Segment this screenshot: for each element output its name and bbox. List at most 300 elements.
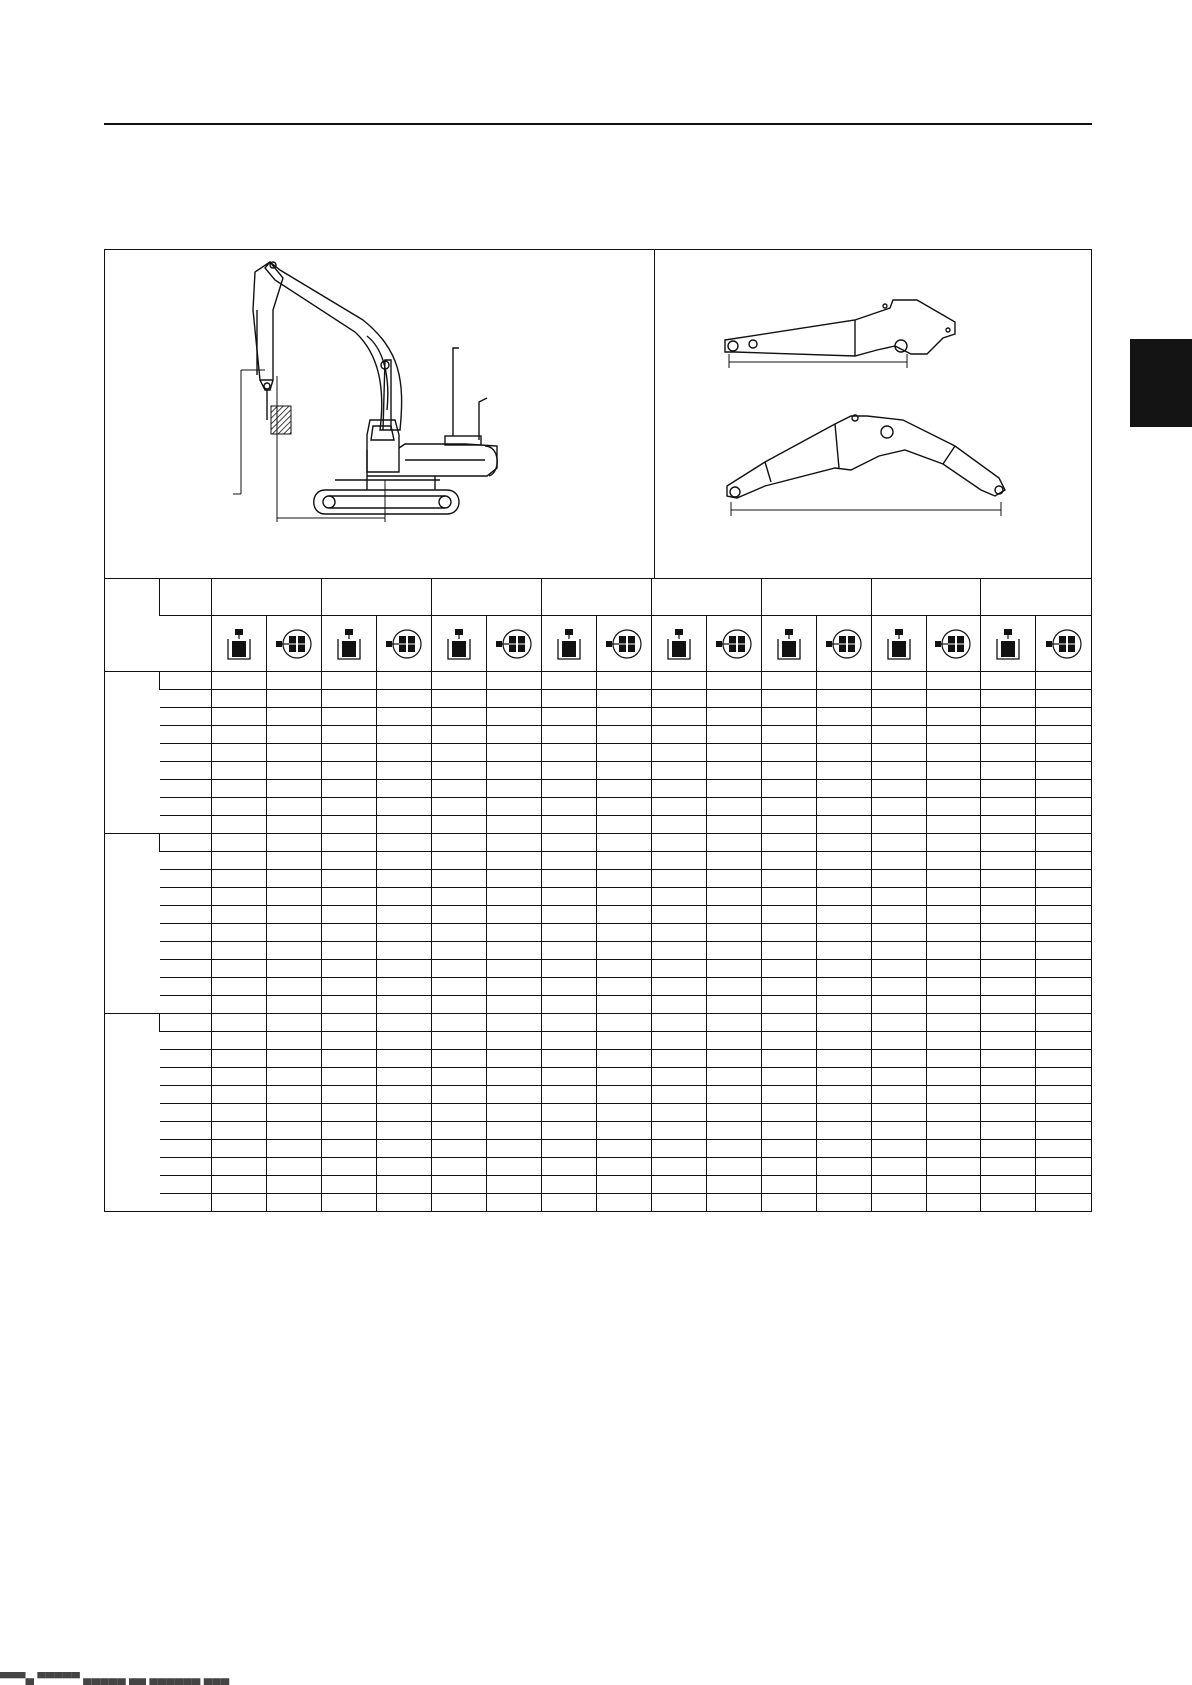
capacity-cell [651,780,706,798]
capacity-cell [486,978,541,996]
capacity-cell [212,690,267,708]
table-row [105,1086,1091,1104]
capacity-cell [596,708,651,726]
capacity-cell [706,852,761,870]
capacity-cell [377,690,432,708]
capacity-cell [871,1176,926,1194]
capacity-cell [981,1194,1036,1212]
capacity-cell [651,996,706,1014]
capacity-cell [871,834,926,852]
capacity-cell [322,1140,377,1158]
capacity-cell [212,1158,267,1176]
capacity-cell [871,1140,926,1158]
capacity-cell [377,1104,432,1122]
row-header-corner [105,579,160,672]
capacity-cell [871,744,926,762]
capacity-cell [981,888,1036,906]
capacity-cell [432,1104,487,1122]
capacity-cell [871,1014,926,1032]
capacity-cell [432,1014,487,1032]
height-cell [160,870,212,888]
capacity-cell [322,942,377,960]
capacity-cell [706,1122,761,1140]
table-row [105,1068,1091,1086]
table-row [105,798,1091,816]
capacity-cell [816,1140,871,1158]
capacity-cell [981,690,1036,708]
table-row [105,762,1091,780]
capacity-cell [816,1122,871,1140]
capacity-cell [486,996,541,1014]
capacity-cell [212,960,267,978]
capacity-cell [377,888,432,906]
capacity-cell [706,762,761,780]
capacity-cell [981,672,1036,690]
capacity-cell [871,960,926,978]
capacity-cell [761,708,816,726]
load-over-front-icon [871,616,926,672]
height-cell [160,708,212,726]
capacity-cell [981,1176,1036,1194]
capacity-cell [596,744,651,762]
capacity-cell [541,1068,596,1086]
capacity-cell [212,834,267,852]
capacity-cell [761,1122,816,1140]
height-cell [160,1140,212,1158]
capacity-cell [486,942,541,960]
capacity-cell [267,762,322,780]
capacity-cell [926,834,981,852]
capacity-cell [596,906,651,924]
capacity-cell [706,996,761,1014]
capacity-cell [432,690,487,708]
capacity-cell [981,942,1036,960]
capacity-cell [267,960,322,978]
height-cell [160,960,212,978]
capacity-cell [486,1068,541,1086]
capacity-cell [981,1014,1036,1032]
table-row [105,888,1091,906]
row-group-header [105,672,160,834]
capacity-cell [706,780,761,798]
capacity-cell [926,672,981,690]
capacity-cell [871,726,926,744]
capacity-cell [706,816,761,834]
table-row [105,816,1091,834]
capacity-cell [871,1032,926,1050]
capacity-cell [377,978,432,996]
capacity-cell [761,726,816,744]
capacity-cell [596,1122,651,1140]
capacity-cell [706,1068,761,1086]
capacity-cell [981,1122,1036,1140]
capacity-cell [706,708,761,726]
capacity-cell [377,1068,432,1086]
capacity-cell [541,744,596,762]
capacity-cell [541,1032,596,1050]
capacity-cell [212,1050,267,1068]
capacity-cell [486,906,541,924]
capacity-cell [212,1032,267,1050]
capacity-cell [871,708,926,726]
capacity-cell [212,726,267,744]
capacity-cell [871,996,926,1014]
load-over-front-icon [322,616,377,672]
table-row [105,1158,1091,1176]
capacity-cell [1036,1032,1091,1050]
capacity-cell [706,1032,761,1050]
capacity-cell [267,1032,322,1050]
capacity-cell [212,798,267,816]
capacity-cell [267,726,322,744]
capacity-cell [651,870,706,888]
height-cell [160,834,212,852]
capacity-cell [432,798,487,816]
capacity-cell [541,906,596,924]
capacity-cell [377,798,432,816]
capacity-cell [706,870,761,888]
capacity-cell [981,870,1036,888]
capacity-cell [761,744,816,762]
capacity-cell [1036,1068,1091,1086]
capacity-cell [1036,672,1091,690]
capacity-cell [1036,1050,1091,1068]
capacity-cell [596,798,651,816]
capacity-cell [486,1194,541,1212]
capacity-cell [871,852,926,870]
capacity-cell [267,798,322,816]
capacity-cell [322,744,377,762]
capacity-cell [541,1158,596,1176]
capacity-cell [486,870,541,888]
capacity-cell [322,960,377,978]
table-row [105,1014,1091,1032]
capacity-cell [1036,924,1091,942]
capacity-cell [432,888,487,906]
capacity-cell [926,870,981,888]
capacity-cell [981,762,1036,780]
capacity-cell [432,870,487,888]
capacity-cell [541,798,596,816]
capacity-cell [706,744,761,762]
capacity-cell [377,1176,432,1194]
capacity-cell [871,1068,926,1086]
capacity-cell [706,978,761,996]
capacity-cell [651,1176,706,1194]
capacity-cell [981,798,1036,816]
capacity-cell [541,726,596,744]
capacity-cell [322,1050,377,1068]
capacity-cell [816,1176,871,1194]
table-row [105,690,1091,708]
capacity-cell [267,1086,322,1104]
capacity-cell [816,816,871,834]
capacity-cell [377,1086,432,1104]
col-group-header [541,579,651,616]
capacity-cell [651,1050,706,1068]
lifting-capacity-table [105,578,1091,1212]
height-cell [160,1194,212,1212]
table-row [105,906,1091,924]
capacity-cell [816,888,871,906]
capacity-cell [761,1104,816,1122]
capacity-cell [377,726,432,744]
lifting-capacity-chart-frame [104,249,1092,1212]
capacity-cell [486,1032,541,1050]
capacity-cell [596,690,651,708]
capacity-cell [816,690,871,708]
capacity-cell [981,1104,1036,1122]
table-row [105,780,1091,798]
excavator-figure [105,250,655,578]
height-cell [160,1032,212,1050]
table-row [105,672,1091,690]
load-over-side-icon [816,616,871,672]
capacity-cell [816,798,871,816]
capacity-cell [761,852,816,870]
capacity-cell [596,942,651,960]
capacity-cell [816,978,871,996]
capacity-cell [706,924,761,942]
col-group-header [432,579,542,616]
capacity-cell [651,924,706,942]
capacity-cell [651,744,706,762]
capacity-cell [706,960,761,978]
capacity-cell [871,1158,926,1176]
capacity-cell [651,816,706,834]
capacity-cell [322,834,377,852]
capacity-cell [981,1050,1036,1068]
capacity-cell [541,942,596,960]
capacity-cell [267,1158,322,1176]
capacity-cell [377,816,432,834]
capacity-cell [212,1140,267,1158]
col-group-header [981,579,1091,616]
capacity-cell [1036,1140,1091,1158]
capacity-cell [761,762,816,780]
capacity-cell [322,780,377,798]
capacity-cell [377,870,432,888]
capacity-cell [322,888,377,906]
capacity-cell [1036,852,1091,870]
col-group-header [761,579,871,616]
capacity-cell [212,1194,267,1212]
load-over-side-icon [926,616,981,672]
capacity-cell [212,744,267,762]
capacity-cell [706,1104,761,1122]
capacity-cell [377,1194,432,1212]
capacity-cell [267,870,322,888]
col-group-header [212,579,322,616]
capacity-cell [596,978,651,996]
capacity-cell [486,1176,541,1194]
capacity-cell [981,1032,1036,1050]
capacity-cell [981,708,1036,726]
capacity-cell [486,726,541,744]
height-cell [160,924,212,942]
capacity-cell [486,690,541,708]
capacity-cell [486,744,541,762]
capacity-cell [541,834,596,852]
table-row [105,1194,1091,1212]
capacity-cell [981,1068,1036,1086]
boom-arm-drawing-icon [655,250,1089,576]
capacity-cell [267,672,322,690]
capacity-cell [322,906,377,924]
capacity-cell [871,978,926,996]
capacity-cell [322,1194,377,1212]
capacity-cell [596,1158,651,1176]
capacity-cell [816,852,871,870]
capacity-cell [926,888,981,906]
height-cell [160,888,212,906]
height-cell [160,690,212,708]
capacity-cell [267,942,322,960]
height-cell [160,798,212,816]
capacity-cell [212,924,267,942]
capacity-cell [651,1086,706,1104]
capacity-cell [377,1050,432,1068]
capacity-cell [267,1014,322,1032]
capacity-cell [541,1122,596,1140]
capacity-cell [212,1122,267,1140]
capacity-cell [761,978,816,996]
table-row [105,852,1091,870]
capacity-cell [377,708,432,726]
capacity-cell [816,1068,871,1086]
load-over-side-icon [1036,616,1091,672]
capacity-cell [651,708,706,726]
capacity-cell [541,1140,596,1158]
capacity-cell [486,1122,541,1140]
capacity-cell [816,744,871,762]
capacity-cell [267,852,322,870]
capacity-cell [541,1014,596,1032]
capacity-cell [761,906,816,924]
capacity-cell [871,906,926,924]
capacity-cell [926,852,981,870]
capacity-cell [377,942,432,960]
capacity-cell [761,780,816,798]
capacity-cell [322,690,377,708]
capacity-cell [706,690,761,708]
col-header-radius [160,579,212,616]
capacity-cell [761,1140,816,1158]
capacity-cell [706,1086,761,1104]
capacity-cell [651,978,706,996]
capacity-cell [926,690,981,708]
capacity-cell [267,1104,322,1122]
capacity-cell [432,852,487,870]
capacity-cell [926,924,981,942]
capacity-cell [377,780,432,798]
capacity-cell [871,1050,926,1068]
capacity-cell [486,816,541,834]
capacity-cell [596,1032,651,1050]
table-row [105,1050,1091,1068]
capacity-cell [322,798,377,816]
capacity-cell [322,1086,377,1104]
capacity-cell [761,690,816,708]
capacity-cell [377,924,432,942]
capacity-cell [761,798,816,816]
capacity-cell [267,888,322,906]
capacity-cell [981,816,1036,834]
capacity-cell [761,1050,816,1068]
capacity-cell [432,1050,487,1068]
capacity-cell [541,708,596,726]
capacity-cell [432,1086,487,1104]
height-cell [160,780,212,798]
capacity-cell [926,1014,981,1032]
capacity-cell [486,672,541,690]
capacity-cell [981,780,1036,798]
capacity-cell [1036,780,1091,798]
capacity-cell [816,1050,871,1068]
capacity-cell [486,1104,541,1122]
capacity-cell [1036,996,1091,1014]
capacity-cell [816,1194,871,1212]
load-over-front-icon [761,616,816,672]
capacity-cell [596,1176,651,1194]
table-row [105,834,1091,852]
capacity-cell [432,708,487,726]
capacity-cell [212,762,267,780]
capacity-cell [871,672,926,690]
capacity-cell [267,816,322,834]
capacity-cell [651,762,706,780]
capacity-cell [1036,690,1091,708]
row-group-header [105,1014,160,1212]
capacity-cell [651,1104,706,1122]
capacity-cell [981,996,1036,1014]
capacity-cell [706,942,761,960]
capacity-cell [871,780,926,798]
capacity-cell [596,762,651,780]
capacity-cell [267,1122,322,1140]
capacity-cell [871,1086,926,1104]
load-over-front-icon [432,616,487,672]
capacity-cell [1036,942,1091,960]
capacity-cell [267,924,322,942]
capacity-cell [596,1050,651,1068]
height-cell [160,744,212,762]
capacity-cell [926,708,981,726]
capacity-cell [541,960,596,978]
capacity-cell [541,978,596,996]
capacity-cell [596,816,651,834]
capacity-cell [761,996,816,1014]
capacity-cell [596,996,651,1014]
capacity-cell [981,852,1036,870]
capacity-cell [212,1068,267,1086]
capacity-cell [871,1104,926,1122]
capacity-cell [377,960,432,978]
capacity-cell [651,834,706,852]
capacity-cell [926,726,981,744]
capacity-cell [761,672,816,690]
height-cell [160,852,212,870]
capacity-cell [871,1194,926,1212]
capacity-cell [651,906,706,924]
capacity-cell [377,672,432,690]
capacity-cell [432,1158,487,1176]
capacity-cell [541,924,596,942]
capacity-cell [1036,798,1091,816]
height-cell [160,1122,212,1140]
capacity-cell [322,672,377,690]
load-over-side-icon [596,616,651,672]
